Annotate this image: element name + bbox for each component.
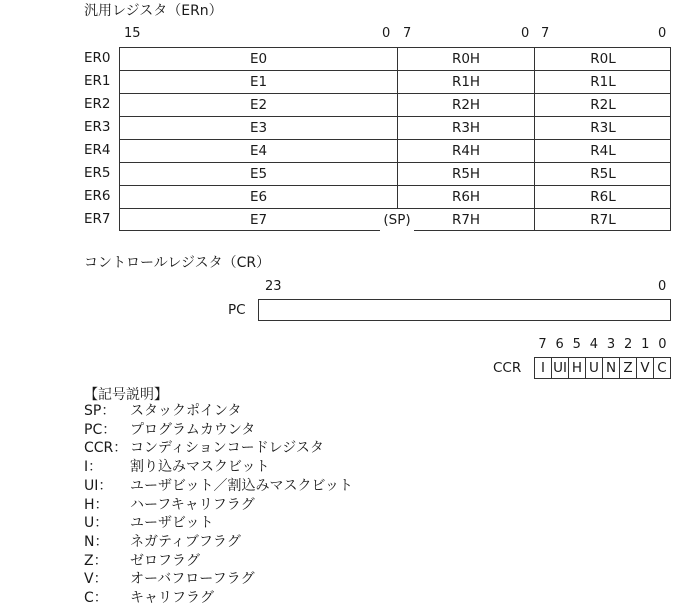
register-l-cell: R2L [590, 97, 616, 113]
register-name-er3: ER3 [84, 119, 111, 135]
legend-key: CCR： [84, 440, 128, 457]
ccr-label: CCR [493, 360, 522, 376]
register-h-cell: R1H [451, 74, 481, 90]
legend-description: ハーフキャリフラグ [130, 496, 255, 513]
ccr-flag-v: V [637, 358, 654, 378]
register-l-cell: R6L [590, 189, 616, 205]
register-row [120, 117, 670, 140]
bit-label-h-7: 7 [403, 26, 412, 41]
legend-description: プログラムカウンタ [130, 421, 256, 438]
legend-key: PC： [84, 421, 117, 438]
ccr-bit-number: 2 [624, 337, 633, 352]
ccr-flag-ui: UI [552, 358, 569, 378]
control-register-title: コントロールレジスタ（CR） [84, 255, 271, 271]
legend-description: ユーザビット／割込みマスクビット [130, 477, 353, 494]
register-l-cell: R5L [590, 166, 616, 182]
register-e-cell: E1 [249, 74, 268, 90]
register-row [120, 186, 670, 209]
register-h-cell: R4H [451, 143, 481, 159]
register-name-er2: ER2 [84, 96, 111, 112]
register-h-cell: R3H [451, 120, 481, 136]
register-row [120, 209, 670, 232]
ccr-flag-u: U [586, 358, 603, 378]
register-name-er0: ER0 [84, 50, 111, 66]
legend-description: ユーザビット [130, 515, 214, 532]
ccr-bit-number: 4 [589, 337, 599, 352]
legend-title: 【記号説明】 [84, 387, 168, 403]
ccr-bit-number: 7 [538, 337, 547, 352]
register-row [120, 140, 670, 163]
register-name-er5: ER5 [84, 165, 111, 181]
ccr-flag-i: I [535, 358, 552, 378]
register-name-er6: ER6 [84, 188, 111, 204]
ccr-bit-number: 5 [572, 337, 581, 352]
legend-key: N： [84, 533, 109, 550]
legend-key: UI： [84, 477, 113, 494]
legend-key: V： [84, 571, 108, 588]
legend-key: H： [84, 496, 109, 513]
bit-label-l-0: 0 [658, 26, 667, 41]
legend-description: オーバフローフラグ [130, 571, 255, 588]
ccr-flag-c: C [657, 360, 667, 376]
register-name-er1: ER1 [84, 73, 111, 89]
register-name-er7: ER7 [84, 211, 111, 227]
register-l-cell: R1L [590, 74, 616, 90]
register-l-cell: R7L [590, 212, 616, 228]
register-e-cell: E5 [249, 166, 268, 182]
ccr-flag-h: H [569, 358, 586, 378]
legend-key: U： [84, 515, 109, 532]
legend-key: C： [84, 590, 108, 606]
program-counter-box [258, 299, 671, 321]
ccr-bit-number: 3 [606, 337, 616, 352]
legend-description: コンディションコードレジスタ [130, 440, 324, 457]
legend-key: SP： [84, 403, 116, 419]
pc-bit-low: 0 [658, 279, 667, 294]
register-row [120, 48, 670, 71]
general-register-title: 汎用レジスタ（ERn） [84, 3, 223, 19]
legend-key: Z： [84, 552, 108, 569]
register-name-er4: ER4 [84, 142, 111, 158]
legend-description: ネガティブフラグ [130, 533, 241, 550]
register-e-cell: E4 [249, 143, 268, 159]
general-register-table [119, 47, 671, 231]
register-e-cell: E0 [249, 51, 268, 67]
register-e-cell: E3 [249, 120, 268, 136]
ccr-bit-number: 6 [555, 337, 564, 352]
legend-key: I： [84, 459, 103, 476]
ccr-bit-number: 1 [641, 337, 650, 352]
bit-label-h-0: 0 [521, 26, 530, 41]
register-h-cell: R0H [451, 51, 481, 67]
bit-label-l-7: 7 [541, 26, 550, 41]
register-e-cell: E7 [249, 212, 268, 228]
register-row [120, 71, 670, 94]
register-row [120, 163, 670, 186]
stack-pointer-marker: (SP) [380, 209, 414, 232]
register-row [120, 94, 670, 117]
ccr-box [534, 357, 671, 379]
ccr-flag-n: N [603, 358, 620, 378]
legend-description: 割り込みマスクビット [130, 459, 270, 476]
register-e-cell: E2 [249, 97, 268, 113]
register-l-cell: R3L [590, 120, 616, 136]
legend-description: スタックポインタ [130, 403, 242, 419]
ccr-bit-number: 0 [658, 337, 667, 352]
register-h-cell: R2H [451, 97, 481, 113]
register-h-cell: R7H [451, 212, 481, 228]
pc-bit-high: 23 [265, 279, 282, 294]
register-l-cell: R0L [590, 51, 616, 67]
pc-label: PC [228, 302, 246, 318]
legend-description: キャリフラグ [130, 590, 214, 606]
register-h-cell: R6H [451, 189, 481, 205]
bit-label-e-0: 0 [382, 26, 391, 41]
register-l-cell: R4L [590, 143, 616, 159]
bit-label-15: 15 [124, 26, 141, 41]
register-e-cell: E6 [249, 189, 268, 205]
register-h-cell: R5H [451, 166, 481, 182]
ccr-flag-z: Z [620, 358, 637, 378]
legend-description: ゼロフラグ [130, 552, 200, 569]
